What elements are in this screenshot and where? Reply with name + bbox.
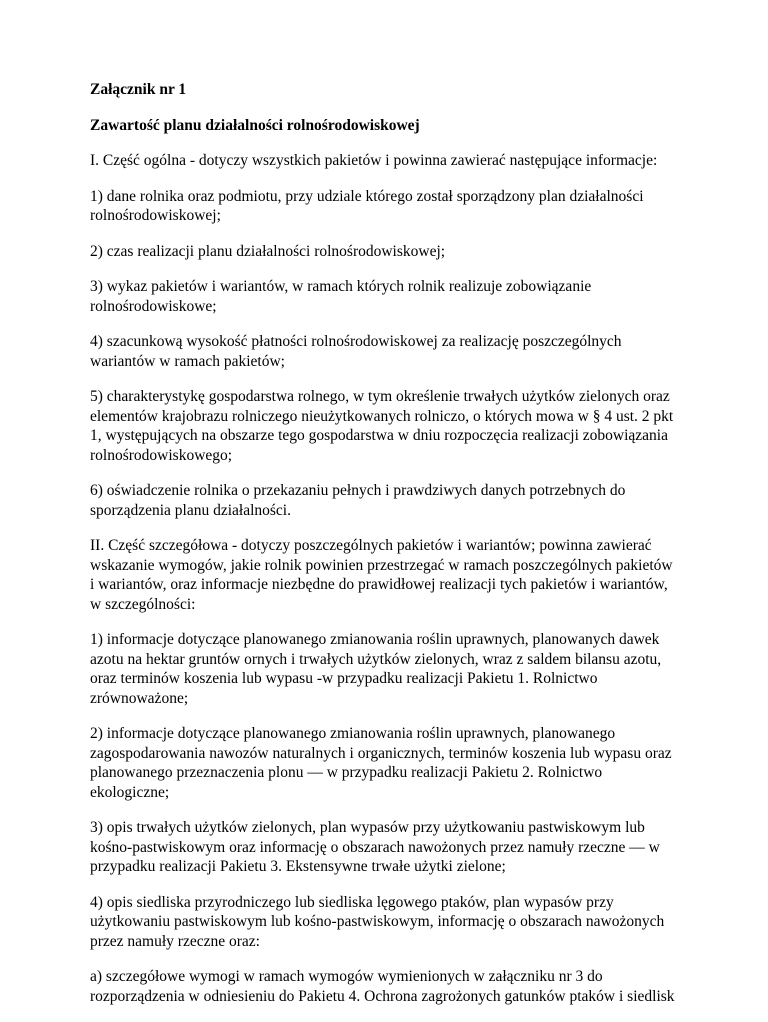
- detailed-item-2: 2) informacje dotyczące planowanego zmianowania roślin uprawnych, planowanego zagospodarowania nawozów naturalnych i organicznych, terminów koszenia lub wypasu oraz planowanego przeznaczenia plonu — w przypadku realizacji Pakietu 2. Rolnictwo ekologiczne;: [90, 725, 672, 801]
- general-item-1: 1) dane rolnika oraz podmiotu, przy udziale którego został sporządzony plan działalności rolnośrodowiskowej;: [90, 187, 644, 224]
- general-item-6: 6) oświadczenie rolnika o przekazaniu pełnych i prawdziwych danych potrzebnych do sporządzenia planu działalności.: [90, 482, 626, 519]
- document-page: [90, 80, 685, 1022]
- annex-title: Załącznik nr 1: [90, 81, 187, 98]
- section-general-heading: I. Część ogólna - dotyczy wszystkich pakietów i powinna zawierać następujące informacje:: [90, 152, 658, 169]
- general-item-2: 2) czas realizacji planu działalności rolnośrodowiskowej;: [90, 242, 446, 260]
- detailed-item-3: 3) opis trwałych użytków zielonych, plan wypasów przy użytkowaniu pastwiskowym lub kośno-pastwiskowym oraz informację o obszarach nawożonych przez namuły rzeczne — w przypadku realizacji Pakietu 3. Ekstensywne trwałe użytki zielone;: [90, 819, 660, 875]
- general-item-3: 3) wykaz pakietów i wariantów, w ramach których rolnik realizuje zobowiązanie rolnośrodowiskowe;: [90, 278, 592, 315]
- detailed-item-1: 1) informacje dotyczące planowanego zmianowania roślin uprawnych, planowanych dawek azotu na hektar gruntów ornych i trwałych użytków zielonych, wraz z saldem bilansu azotu, oraz terminów koszenia lub wypasu -w przypadku realizacji Pakietu 1. Rolnictwo zrównoważone;: [90, 631, 662, 707]
- detailed-item-4: 4) opis siedliska przyrodniczego lub siedliska lęgowego ptaków, plan wypasów przy użytkowaniu pastwiskowym lub kośno-pastwiskowym, informację o obszarach nawożonych przez namuły rzeczne oraz:: [90, 893, 665, 950]
- detailed-item-4a: a) szczegółowe wymogi w ramach wymogów wymienionych w załączniku nr 3 do rozporządzenia w odniesieniu do Pakietu 4. Ochrona zagrożonych gatunków ptaków i siedlisk: [90, 968, 675, 1005]
- document-title: Zawartość planu działalności rolnośrodowiskowej: [90, 116, 420, 134]
- general-item-4: 4) szacunkową wysokość płatności rolnośrodowiskowej za realizację poszczególnych wariantów w ramach pakietów;: [90, 333, 622, 370]
- section-detailed-heading: II. Część szczegółowa - dotyczy poszczególnych pakietów i wariantów; powinna zawierać wskazanie wymogów, jakie rolnik powinien przestrzegać w ramach poszczególnych pakietów i wariantów, oraz informacje niezbędne do prawidłowej realizacji tych pakietów i wariantów, w szczególności:: [90, 537, 673, 613]
- general-item-5: 5) charakterystykę gospodarstwa rolnego, w tym określenie trwałych użytków zielonych oraz elementów krajobrazu rolniczego nieużytkowanych rolniczo, o których mowa w § 4 ust. 2 pkt 1, występujących na obszarze tego gospodarstwa w dniu rozpoczęcia realizacji zobowiązania rolnośrodowiskowego;: [90, 388, 674, 464]
